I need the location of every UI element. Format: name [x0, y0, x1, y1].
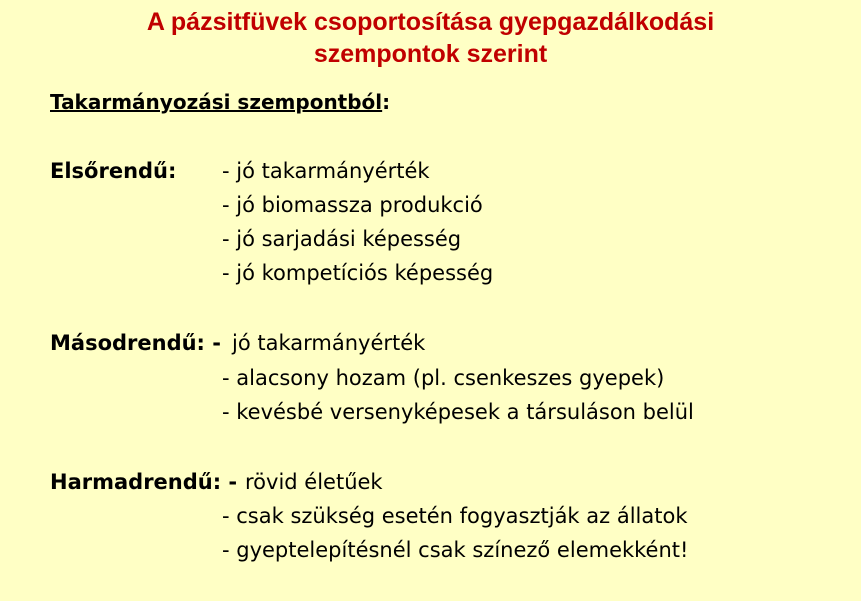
list-item: - alacsony hozam (pl. csenkeszes gyepek): [222, 366, 665, 390]
slide-title-line-2: szempontok szerint: [313, 40, 548, 68]
group-label-third-order: Harmadrendű: -: [50, 470, 238, 494]
group-label-first-order: Elsőrendű:: [50, 159, 177, 183]
section-heading: [50, 88, 390, 116]
section-heading-text: Takarmányozási szempontból: [50, 90, 383, 114]
section-heading-colon: :: [382, 90, 391, 114]
list-item: - csak szükség esetén fogyasztják az állatok: [222, 504, 688, 528]
list-item: - jó takarmányérték: [222, 159, 430, 183]
list-item: rövid életűek: [245, 470, 383, 494]
slide-title-line-1: A pázsitfüvek csoportosítása gyepgazdálkodási: [146, 8, 715, 36]
list-item: - jó biomassza produkció: [222, 193, 483, 217]
group-label-second-order: Másodrendű: -: [50, 331, 221, 355]
list-item: - jó sarjadási képesség: [222, 227, 462, 251]
list-item: - kevésbé versenyképesek a társuláson belül: [222, 400, 694, 424]
slide-title: [0, 6, 861, 70]
list-item: jó takarmányérték: [232, 331, 426, 355]
list-item: - gyeptelepítésnél csak színező elemekként!: [222, 538, 689, 562]
list-item: - jó kompetíciós képesség: [222, 261, 494, 285]
